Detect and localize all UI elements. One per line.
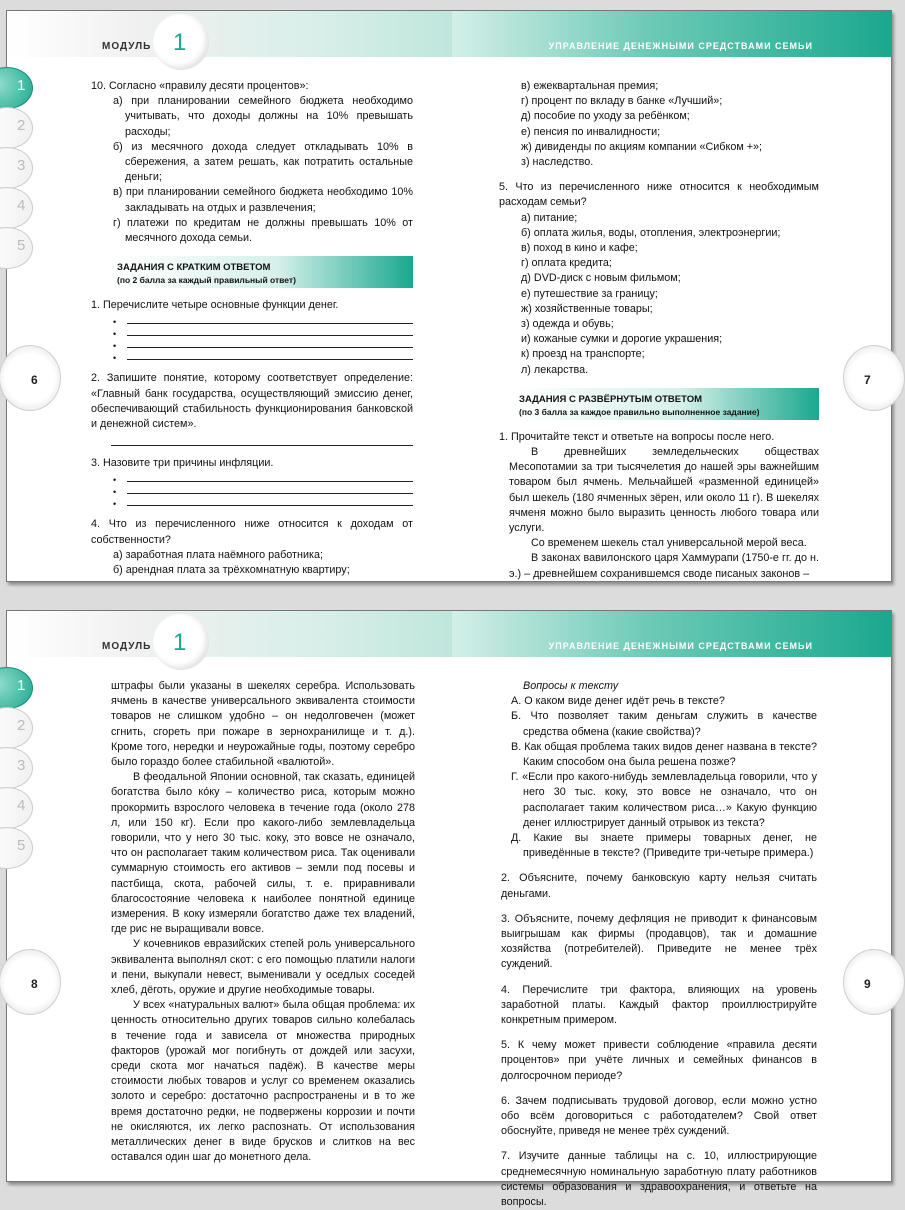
- question-4: 4. Перечислите три фактора, влияющих на уровень заработной платы. Каждый фактор проиллюстрируйте конкретным примером.: [501, 983, 817, 1027]
- question-5: 5. К чему может привести соблюдение «правила десяти процентов» при учёте личных и семейных финансов в долгосрочном периоде?: [501, 1039, 817, 1082]
- sub-question: Б. Что позволяет таким деньгам служить в качестве средства обмена (какие свойства)?: [511, 710, 817, 738]
- question-2: 2. Объясните, почему банковскую карту нельзя считать деньгами.: [501, 872, 817, 900]
- tab-module-5[interactable]: 5: [7, 229, 47, 269]
- task-heading-subtitle: (по 3 балла за каждое правильно выполненное задание): [519, 406, 760, 417]
- module-label: МОДУЛЬ: [102, 41, 152, 52]
- tab-module-1[interactable]: 1: [7, 669, 47, 709]
- option: ж) хозяйственные товары;: [521, 302, 653, 315]
- tab-module-3[interactable]: 3: [7, 749, 47, 789]
- option: в) ежеквартальная премия;: [521, 80, 659, 92]
- page-number-right: 7: [864, 373, 871, 387]
- header-band-left: [7, 11, 452, 57]
- answer-line[interactable]: [111, 432, 413, 446]
- page-number-left: 8: [31, 977, 38, 991]
- question-6: 6. Зачем подписывать трудовой договор, если можно устно обо всём договориться с работодателем? Свой ответ обоснуйте, приведя не менее трёх суждений.: [501, 1094, 817, 1138]
- answer-line[interactable]: •: [113, 337, 413, 349]
- task-heading-subtitle: (по 2 балла за каждый правильный ответ): [117, 275, 296, 286]
- tab-module-2[interactable]: 2: [7, 709, 47, 749]
- question-2: 2. Запишите понятие, которому соответствует определение: «Главный банк государства, осуществляющий эмиссию денег, обеспечивающий стабильность функционирования банковской и денежной систем».: [91, 372, 413, 431]
- option: б) оплата жилья, воды, отопления, электроэнергии;: [521, 226, 781, 239]
- question-10: 10. Согласно «правилу десяти процентов»:: [91, 80, 309, 92]
- question-1: 1. Прочитайте текст и ответьте на вопросы после него.: [499, 430, 775, 443]
- option: е) путешествие за границу;: [521, 287, 658, 300]
- answer-line[interactable]: •: [113, 325, 413, 337]
- module-tabs: [7, 669, 47, 869]
- text-paragraph: В феодальной Японии основной, так сказать, единицей богатства было ко́ку – количество риса, которым можно прокормить взрослого человека в течение года (около 278 л, или 150 кг). Если про какого-либо землевладельца говорили, что у него 30 тыс. коку, это вовсе не означало, что он располагает таким количеством риса. Так оценивали суммарную стоимость его активов – земли под посевы и пастбища, скота, рабочей силы, т. е. приравнивали благосостояние человека к наиболее понятной единице измерения. В коку измеряли богатство даже тех владений, где рис не выращивали вовсе.: [111, 771, 415, 936]
- option: а) питание;: [521, 211, 578, 224]
- answer-line[interactable]: •: [113, 483, 413, 495]
- section-title: УПРАВЛЕНИЕ ДЕНЕЖНЫМИ СРЕДСТВАМИ СЕМЬИ: [548, 41, 813, 51]
- module-number: 1: [173, 29, 187, 56]
- option: в) при планировании семейного бюджета необходимо 10% закладывать на отдых и развлечения;: [113, 186, 413, 214]
- answer-line[interactable]: •: [113, 349, 413, 361]
- answer-line[interactable]: •: [113, 313, 413, 325]
- tab-module-4[interactable]: 4: [7, 189, 47, 229]
- option: б) арендная плата за трёхкомнатную квартиру;: [113, 564, 350, 577]
- sub-question: Д. Какие вы знаете примеры товарных денег, не приведённые в тексте? (Приведите три-четыре примера.): [511, 832, 817, 860]
- question-3: 3. Объясните, почему дефляция не приводит к финансовым выигрышам как фирмы (продавцов), так и домашние хозяйства (потребителей). Приведите не менее трёх суждений.: [501, 912, 817, 971]
- task-heading-short-answer: [111, 256, 413, 288]
- page-number-bubble-right: [843, 345, 905, 411]
- option: к) проезд на транспорте;: [521, 348, 645, 361]
- option: л) лекарства.: [521, 363, 589, 376]
- right-column: [501, 679, 817, 1210]
- tab-module-2[interactable]: 2: [7, 109, 47, 149]
- question-4: 4. Что из перечисленного ниже относится к доходам от собственности?: [91, 518, 413, 546]
- tab-module-4[interactable]: 4: [7, 789, 47, 829]
- option: г) оплата кредита;: [521, 257, 612, 270]
- option: д) пособие по уходу за ребёнком;: [521, 110, 690, 123]
- option: ж) дивиденды по акциям компании «Сибком +»;: [521, 140, 763, 153]
- task-heading-title: ЗАДАНИЯ С РАЗВЁРНУТЫМ ОТВЕТОМ: [519, 393, 703, 405]
- page-number-bubble-right: [843, 949, 905, 1015]
- answer-line[interactable]: •: [113, 495, 413, 507]
- page-number-left: 6: [31, 373, 38, 387]
- option: з) наследство.: [521, 156, 594, 169]
- option: в) поход в кино и кафе;: [521, 242, 638, 255]
- page-spread-1: [6, 10, 892, 582]
- module-label: МОДУЛЬ: [102, 641, 152, 652]
- option: д) DVD-диск с новым фильмом;: [521, 272, 681, 285]
- question-7: 7. Изучите данные таблицы на с. 10, иллюстрирующие среднемесячную номинальную заработную плату работников системы образования и здравоохранения, и ответьте на вопросы.: [501, 1150, 817, 1209]
- module-tabs: [7, 69, 47, 269]
- right-column: [499, 79, 819, 582]
- answer-line[interactable]: •: [113, 471, 413, 483]
- left-column: [111, 679, 415, 1166]
- question-1: 1. Перечислите четыре основные функции денег.: [91, 299, 339, 312]
- sub-question: В. Как общая проблема таких видов денег названа в тексте? Каким способом она была решена позже?: [511, 740, 817, 769]
- questions-heading: Вопросы к тексту: [523, 680, 619, 692]
- text-paragraph: Со временем шекель стал универсальной мерой веса.: [531, 537, 807, 550]
- page-number-right: 9: [864, 977, 871, 991]
- option: и) кожаные сумки и дорогие украшения;: [521, 333, 723, 346]
- task-heading-title: ЗАДАНИЯ С КРАТКИМ ОТВЕТОМ: [117, 262, 271, 274]
- tab-module-5[interactable]: 5: [7, 829, 47, 869]
- text-paragraph: У кочевников евразийских степей роль универсального эквивалента выполнял скот: с его помощью платили налоги и пени, выкупали невест, выменивали у оседлых соседей хлеб, дёготь, оружие и другие необходимые товары.: [111, 938, 415, 997]
- option: з) одежда и обувь;: [521, 318, 614, 331]
- header-band-left: [7, 611, 452, 657]
- sub-question: Г. «Если про какого-нибудь землевладельца говорили, что у него 30 тыс. коку, это вовсе не означало, что он располагает таким количеством риса…» Какую функцию денег иллюстрирует данный отрывок из текста?: [511, 771, 817, 829]
- module-number: 1: [173, 629, 187, 656]
- text-paragraph: штрафы были указаны в шекелях серебра. Использовать ячмень в качестве универсального эквивалента стоимости товаров не слишком удобно – он недолговечен (может сгнить, сгореть при пожаре в зернохранилище и т. д.). Кроме того, нередки и неурожайные годы, поэтому серебро было гораздо более стабильной «валютой».: [111, 680, 415, 769]
- text-paragraph: В законах вавилонского царя Хаммурапи (1750-е гг. до н. э.) – древнейшем сохранившемся своде писаных законов –: [509, 552, 819, 580]
- tab-module-3[interactable]: 3: [7, 149, 47, 189]
- option: г) процент по вкладу в банке «Лучший»;: [521, 95, 723, 108]
- option: е) пенсия по инвалидности;: [521, 125, 661, 138]
- option: а) заработная плата наёмного работника;: [113, 548, 323, 561]
- question-3: 3. Назовите три причины инфляции.: [91, 457, 274, 470]
- option: б) из месячного дохода следует откладывать 10% в сбережения, а затем решать, как потратить остальные деньги;: [113, 140, 413, 184]
- sub-question: А. О каком виде денег идёт речь в тексте?: [511, 695, 725, 708]
- option: г) платежи по кредитам не должны превышать 10% от месячного дохода семьи.: [113, 216, 413, 245]
- page-spread-2: [6, 610, 892, 1209]
- tab-module-1[interactable]: 1: [7, 69, 47, 109]
- task-heading-extended-answer: [513, 388, 819, 420]
- question-5: 5. Что из перечисленного ниже относится к необходимым расходам семьи?: [499, 181, 819, 209]
- section-title: УПРАВЛЕНИЕ ДЕНЕЖНЫМИ СРЕДСТВАМИ СЕМЬИ: [548, 641, 813, 651]
- option: а) при планировании семейного бюджета необходимо учитывать, что доходы должны на 10% превышать расходы;: [113, 95, 413, 138]
- text-paragraph: У всех «натуральных валют» была общая проблема: их ценность относительно других товаров сильно колебалась в течение года и зависела от множества природных факторов (урожай мог погибнуть от дождей или засухи, среди скота мог начаться падёж). В качестве меры стоимости любых товаров и услуг со временем оказались золото и серебро: достаточно распространены и в то же время достаточно редки, не подвержены коррозии и почти не окисляются, их легко распознать. От использования металлических денег в виде брусков и слитков на вес оставался один шаг до монетного дела.: [111, 999, 415, 1164]
- text-paragraph: В древнейших земледельческих обществах Месопотамии за три тысячелетия до нашей эры важнейшим товаром был ячмень. Мельчайшей «разменной единицей» был шекель (180 ячменных зёрен, или около 11 г). В шекелях ячменя можно было выразить ценность любого товара или услуги.: [509, 446, 819, 535]
- left-column: [91, 79, 413, 578]
